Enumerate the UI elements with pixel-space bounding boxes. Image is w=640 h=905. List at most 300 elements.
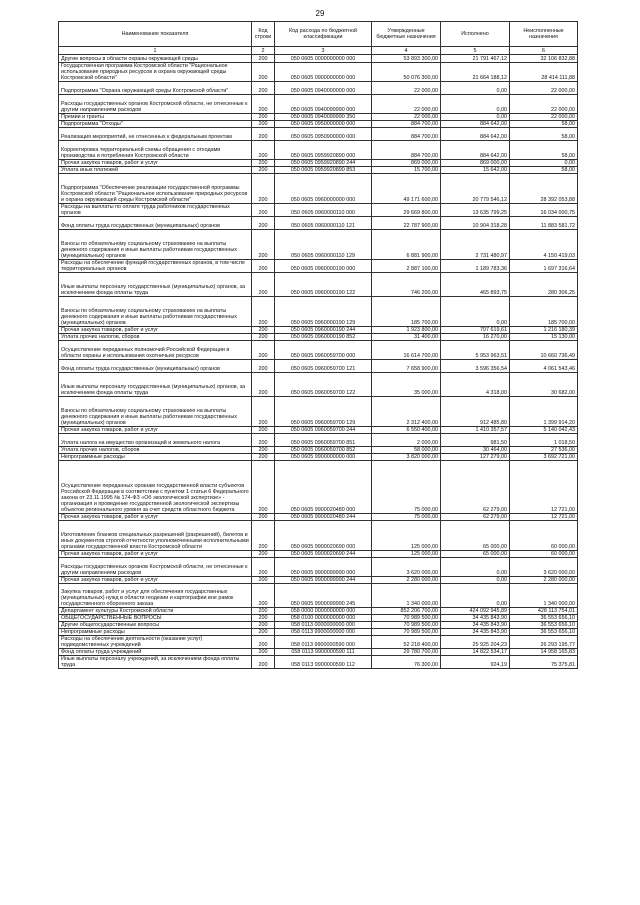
row-remaining: 36 553 656,10: [510, 615, 578, 622]
row-executed: 10 904 318,28: [441, 217, 510, 230]
row-approved: 3 820 000,00: [372, 454, 441, 461]
row-approved: 125 000,00: [372, 551, 441, 558]
table-row: [59, 514, 578, 521]
row-name: Иные выплаты персоналу учреждений, за исключением фонда оплаты труда: [59, 656, 252, 669]
row-name: Иные выплаты персоналу государственных (муниципальных) органов, за исключением фонда оплаты труда: [59, 373, 252, 397]
table-row: [59, 636, 578, 649]
row-remaining: 75 375,81: [510, 656, 578, 669]
row-executed: 0,00: [441, 558, 510, 577]
row-code: 200: [252, 656, 275, 669]
row-name: Фонд оплаты труда государственных (муниципальных) органов: [59, 217, 252, 230]
row-code: 200: [252, 55, 275, 63]
row-remaining: 32 106 832,88: [510, 55, 578, 63]
table-row: [59, 608, 578, 615]
table-row: [59, 82, 578, 95]
row-approved: 884 700,00: [372, 128, 441, 141]
row-name: Расходы на выплаты по оплате труда работников государственных органов: [59, 204, 252, 217]
row-name: Подпрограмма "Охрана окружающей среды Костромской области": [59, 82, 252, 95]
row-remaining: 14 958 165,83: [510, 649, 578, 656]
row-code: 200: [252, 397, 275, 427]
row-approved: 50 076 300,00: [372, 63, 441, 82]
row-classification: 050 0605 0900000000 000: [275, 63, 372, 82]
row-name: Уплата иных платежей: [59, 167, 252, 174]
column-number-row: [59, 47, 578, 55]
row-classification: 050 0605 0960000110 129: [275, 230, 372, 260]
row-classification: 058 0113 9900000000 000: [275, 629, 372, 636]
row-name: Уплата налога на имущество организаций и земельного налога: [59, 434, 252, 447]
row-code: 200: [252, 558, 275, 577]
row-classification: 050 0605 0940099990 350: [275, 114, 372, 121]
row-name: Подпрограмма "Отходы": [59, 121, 252, 128]
table-row: [59, 141, 578, 160]
row-executed: 62 279,00: [441, 514, 510, 521]
row-approved: 6 881 900,00: [372, 230, 441, 260]
row-remaining: 22 000,00: [510, 95, 578, 114]
row-approved: 3 620 000,00: [372, 558, 441, 577]
row-executed: 62 279,00: [441, 461, 510, 514]
row-code: 200: [252, 341, 275, 360]
row-approved: 70 989 500,00: [372, 622, 441, 629]
table-row: [59, 373, 578, 397]
row-classification: 050 0605 9900000000 000: [275, 454, 372, 461]
row-remaining: 4 061 543,46: [510, 360, 578, 373]
row-name: Непрограммные расходы: [59, 454, 252, 461]
row-remaining: 36 553 656,10: [510, 629, 578, 636]
row-classification: 050 0605 0959920890 000: [275, 141, 372, 160]
row-remaining: 1 018,50: [510, 434, 578, 447]
row-classification: 058 0000 0000000000 000: [275, 608, 372, 615]
row-approved: 75 000,00: [372, 514, 441, 521]
row-remaining: 3 692 721,00: [510, 454, 578, 461]
table-row: [59, 121, 578, 128]
row-code: 200: [252, 373, 275, 397]
row-approved: 2 312 400,00: [372, 397, 441, 427]
table-row: [59, 128, 578, 141]
row-name: Департамент культуры Костромской области: [59, 608, 252, 615]
row-name: Взносы по обязательному социальному страхованию на выплаты денежного содержания и иные выплаты работникам государственных (муниципальных) органов: [59, 297, 252, 327]
row-classification: 058 0113 9900000590 000: [275, 636, 372, 649]
row-code: 200: [252, 217, 275, 230]
row-classification: 050 0605 9900020690 000: [275, 521, 372, 551]
table-row: [59, 174, 578, 204]
row-approved: 884 700,00: [372, 141, 441, 160]
row-executed: 0,00: [441, 577, 510, 584]
row-remaining: 3 620 000,00: [510, 558, 578, 577]
row-remaining: 4 150 419,03: [510, 230, 578, 260]
row-code: 200: [252, 447, 275, 454]
row-name: Непрограммные расходы: [59, 629, 252, 636]
row-code: 200: [252, 204, 275, 217]
table-row: [59, 558, 578, 577]
table-row: [59, 360, 578, 373]
row-executed: 5 953 963,51: [441, 341, 510, 360]
row-code: 200: [252, 114, 275, 121]
row-approved: 2 280 000,00: [372, 577, 441, 584]
row-name: Прочая закупка товаров, работ и услуг: [59, 551, 252, 558]
column-number: 6: [510, 47, 578, 55]
row-approved: 22 787 900,00: [372, 217, 441, 230]
row-classification: 050 0605 0960000110 000: [275, 204, 372, 217]
table-row: [59, 273, 578, 297]
row-executed: 1 189 783,36: [441, 260, 510, 273]
row-name: Взносы по обязательному социальному страхованию на выплаты денежного содержания и иные выплаты работникам государственных (муниципальных) органов: [59, 230, 252, 260]
row-classification: 050 0605 0960059700 851: [275, 434, 372, 447]
row-classification: 050 0605 0000000000 000: [275, 55, 372, 63]
row-classification: 050 0605 9900020690 244: [275, 551, 372, 558]
table-body: [59, 55, 578, 669]
page-number: 29: [315, 9, 325, 18]
table-row: [59, 656, 578, 669]
row-executed: 65 000,00: [441, 551, 510, 558]
table-row: [59, 167, 578, 174]
row-approved: 1 340 000,00: [372, 584, 441, 608]
row-executed: 21 664 188,12: [441, 63, 510, 82]
row-name: Прочая закупка товаров, работ и услуг: [59, 427, 252, 434]
table-row: [59, 217, 578, 230]
row-code: 200: [252, 551, 275, 558]
row-executed: 3 596 356,54: [441, 360, 510, 373]
row-code: 200: [252, 427, 275, 434]
row-name: ОБЩЕГОСУДАРСТВЕННЫЕ ВОПРОСЫ: [59, 615, 252, 622]
row-executed: 707 619,61: [441, 327, 510, 334]
row-code: 200: [252, 95, 275, 114]
row-classification: 050 0605 0960000190 129: [275, 297, 372, 327]
row-executed: 2 731 480,97: [441, 230, 510, 260]
row-classification: 050 0605 0959920890 853: [275, 167, 372, 174]
row-classification: 058 0113 0000000000 000: [275, 622, 372, 629]
row-approved: 52 218 400,00: [372, 636, 441, 649]
row-name: Другие вопросы в области охраны окружающей среды: [59, 55, 252, 63]
row-code: 200: [252, 174, 275, 204]
column-number: 4: [372, 47, 441, 55]
row-approved: 15 700,00: [372, 167, 441, 174]
header-remaining: Неисполненные назначения: [510, 22, 578, 47]
row-remaining: 10 660 736,49: [510, 341, 578, 360]
row-code: 200: [252, 167, 275, 174]
row-remaining: 58,00: [510, 141, 578, 160]
row-code: 200: [252, 82, 275, 95]
row-executed: 34 435 843,90: [441, 622, 510, 629]
row-executed: 0,00: [441, 95, 510, 114]
row-classification: 050 0605 0960000110 121: [275, 217, 372, 230]
row-code: 200: [252, 160, 275, 167]
table-row: [59, 260, 578, 273]
row-executed: 34 435 843,90: [441, 615, 510, 622]
row-approved: 852 206 700,00: [372, 608, 441, 615]
row-executed: 924,19: [441, 656, 510, 669]
table-row: [59, 521, 578, 551]
row-code: 200: [252, 584, 275, 608]
row-name: Расходы на обеспечение деятельности (оказание услуг) подведомственных учреждений: [59, 636, 252, 649]
row-remaining: 22 000,00: [510, 114, 578, 121]
row-name: Расходы государственных органов Костромской области, не отнесенные к другим направлениям расходов: [59, 558, 252, 577]
budget-table-wrapper: [58, 21, 577, 669]
row-classification: 050 0605 0960000190 852: [275, 334, 372, 341]
row-approved: 35 000,00: [372, 373, 441, 397]
row-approved: 746 200,00: [372, 273, 441, 297]
row-executed: 912 485,80: [441, 397, 510, 427]
row-approved: 22 000,00: [372, 114, 441, 121]
row-approved: 76 300,00: [372, 656, 441, 669]
row-remaining: 1 697 316,64: [510, 260, 578, 273]
row-approved: 1 923 800,00: [372, 327, 441, 334]
row-approved: 22 000,00: [372, 95, 441, 114]
row-remaining: 58,00: [510, 121, 578, 128]
row-name: Фонд оплаты труда учреждений: [59, 649, 252, 656]
row-name: Уплата прочих налогов, сборов: [59, 447, 252, 454]
row-code: 200: [252, 327, 275, 334]
row-code: 200: [252, 636, 275, 649]
row-remaining: 26 293 195,77: [510, 636, 578, 649]
row-name: Уплата прочих налогов, сборов: [59, 334, 252, 341]
row-name: Прочая закупка товаров, работ и услуг: [59, 577, 252, 584]
row-approved: 75 000,00: [372, 461, 441, 514]
row-code: 200: [252, 360, 275, 373]
header-approved: Утвержденные бюджетные назначения: [372, 22, 441, 47]
header-row-code: Код строки: [252, 22, 275, 47]
row-remaining: 11 883 581,72: [510, 217, 578, 230]
row-executed: 0,00: [441, 584, 510, 608]
row-approved: 2 000,00: [372, 434, 441, 447]
row-name: Фонд оплаты труда государственных (муниципальных) органов: [59, 360, 252, 373]
table-row: [59, 114, 578, 121]
row-classification: 050 0605 0960059700 129: [275, 397, 372, 427]
table-row: [59, 397, 578, 427]
table-row: [59, 454, 578, 461]
table-row: [59, 577, 578, 584]
row-remaining: 1 340 000,00: [510, 584, 578, 608]
row-code: 200: [252, 629, 275, 636]
row-executed: 0,00: [441, 114, 510, 121]
row-approved: 7 658 900,00: [372, 360, 441, 373]
row-code: 200: [252, 63, 275, 82]
row-approved: 869 000,00: [372, 160, 441, 167]
table-row: [59, 615, 578, 622]
row-code: 200: [252, 461, 275, 514]
row-remaining: 30 682,00: [510, 373, 578, 397]
row-approved: 6 550 400,00: [372, 427, 441, 434]
row-name: Осуществление переданных полномочий Российской Федерации в области охраны и использования охотничьих ресурсов: [59, 341, 252, 360]
column-number: 5: [441, 47, 510, 55]
row-name: Взносы по обязательному социальному страхованию на выплаты денежного содержания и иные выплаты работникам государственных (муниципальных) органов: [59, 397, 252, 427]
row-executed: 0,00: [441, 297, 510, 327]
table-row: [59, 55, 578, 63]
row-classification: 050 0605 0960059700 852: [275, 447, 372, 454]
column-number: 2: [252, 47, 275, 55]
row-executed: 424 092 945,89: [441, 608, 510, 615]
row-classification: 050 0605 0960059700 000: [275, 341, 372, 360]
row-executed: 14 822 534,17: [441, 649, 510, 656]
row-approved: 29 669 800,00: [372, 204, 441, 217]
row-remaining: 22 000,00: [510, 82, 578, 95]
row-approved: 884 700,00: [372, 121, 441, 128]
row-classification: 058 0100 0000000000 000: [275, 615, 372, 622]
table-row: [59, 622, 578, 629]
row-executed: 34 435 843,90: [441, 629, 510, 636]
table-row: [59, 63, 578, 82]
row-remaining: 28 414 111,88: [510, 63, 578, 82]
row-executed: 65 000,00: [441, 521, 510, 551]
row-code: 200: [252, 615, 275, 622]
row-approved: 29 780 700,00: [372, 649, 441, 656]
row-classification: 050 0605 9900020480 000: [275, 461, 372, 514]
row-name: Расходы на обеспечение функций государственных органов, в том числе территориальных органов: [59, 260, 252, 273]
row-remaining: 16 034 000,75: [510, 204, 578, 217]
row-code: 200: [252, 577, 275, 584]
row-classification: 050 0605 9900099990 000: [275, 558, 372, 577]
row-executed: 884 642,00: [441, 141, 510, 160]
table-row: [59, 649, 578, 656]
table-row: [59, 434, 578, 447]
row-approved: 70 989 500,00: [372, 615, 441, 622]
column-number: 1: [59, 47, 252, 55]
row-classification: 058 0113 9900000590 112: [275, 656, 372, 669]
row-executed: 1 410 357,57: [441, 427, 510, 434]
row-remaining: 28 392 053,88: [510, 174, 578, 204]
row-executed: 127 279,00: [441, 454, 510, 461]
row-code: 200: [252, 297, 275, 327]
row-executed: 0,00: [441, 82, 510, 95]
row-executed: 884 642,00: [441, 121, 510, 128]
row-code: 200: [252, 121, 275, 128]
row-executed: 981,50: [441, 434, 510, 447]
row-approved: 49 171 600,00: [372, 174, 441, 204]
table-row: [59, 95, 578, 114]
row-classification: 050 0605 0940099990 000: [275, 95, 372, 114]
row-name: Подпрограмма "Обеспечение реализации государственной программы Костромской области "Рациональное использование природных ресурсов и охрана окружающей среды Костромской области": [59, 174, 252, 204]
row-classification: 058 0113 9900000590 111: [275, 649, 372, 656]
table-row: [59, 297, 578, 327]
row-approved: 31 400,00: [372, 334, 441, 341]
row-remaining: 15 130,00: [510, 334, 578, 341]
row-remaining: 36 553 656,10: [510, 622, 578, 629]
table-row: [59, 230, 578, 260]
header-executed: Исполнено: [441, 22, 510, 47]
row-remaining: 60 000,00: [510, 551, 578, 558]
table-row: [59, 327, 578, 334]
row-classification: 050 0605 9900099990 244: [275, 577, 372, 584]
row-code: 200: [252, 608, 275, 615]
table-row: [59, 204, 578, 217]
row-approved: 22 000,00: [372, 82, 441, 95]
row-code: 200: [252, 514, 275, 521]
row-classification: 050 0605 0959920890 244: [275, 160, 372, 167]
row-executed: 25 925 204,23: [441, 636, 510, 649]
row-remaining: 12 721,00: [510, 514, 578, 521]
row-approved: 16 614 700,00: [372, 341, 441, 360]
row-name: Другие общегосударственные вопросы: [59, 622, 252, 629]
row-name: Изготовление бланков специальных разрешений (разрешений), билетов и иных документов строгой отчетности уполномоченными исполнительными органами государственной власти Костромской области: [59, 521, 252, 551]
row-classification: 050 0605 0940000000 000: [275, 82, 372, 95]
row-code: 200: [252, 230, 275, 260]
row-classification: 050 0605 0960059700 121: [275, 360, 372, 373]
table-row: [59, 341, 578, 360]
row-executed: 869 000,00: [441, 160, 510, 167]
header-indicator-name: Наименование показателя: [59, 22, 252, 47]
table-row: [59, 629, 578, 636]
row-remaining: 2 280 000,00: [510, 577, 578, 584]
row-classification: 050 0605 0950000000 000: [275, 121, 372, 128]
row-remaining: 27 536,00: [510, 447, 578, 454]
table-row: [59, 551, 578, 558]
row-remaining: 185 700,00: [510, 297, 578, 327]
row-code: 200: [252, 334, 275, 341]
row-approved: 125 000,00: [372, 521, 441, 551]
budget-execution-table: [58, 21, 578, 669]
row-remaining: 280 306,25: [510, 273, 578, 297]
row-executed: 4 318,00: [441, 373, 510, 397]
row-executed: 13 635 799,25: [441, 204, 510, 217]
row-name: Прочая закупка товаров, работ и услуг: [59, 514, 252, 521]
table-row: [59, 427, 578, 434]
row-classification: 050 0605 0960000000 000: [275, 174, 372, 204]
table-header-row: [59, 22, 578, 47]
table-row: [59, 334, 578, 341]
row-executed: 20 779 546,12: [441, 174, 510, 204]
row-remaining: 12 721,00: [510, 461, 578, 514]
table-row: [59, 447, 578, 454]
row-executed: 884 642,00: [441, 128, 510, 141]
row-code: 200: [252, 128, 275, 141]
row-classification: 050 0605 9900099990 245: [275, 584, 372, 608]
row-remaining: 58,00: [510, 167, 578, 174]
row-approved: 53 893 300,00: [372, 55, 441, 63]
table-row: [59, 584, 578, 608]
row-approved: 58 000,00: [372, 447, 441, 454]
row-name: Прочая закупка товаров, работ и услуг: [59, 327, 252, 334]
row-classification: 050 0605 0960000190 122: [275, 273, 372, 297]
row-code: 200: [252, 141, 275, 160]
row-name: Иные выплаты персоналу государственных (муниципальных) органов, за исключением фонда оплаты труда: [59, 273, 252, 297]
row-code: 200: [252, 649, 275, 656]
row-name: Премии и гранты: [59, 114, 252, 121]
row-executed: 30 464,00: [441, 447, 510, 454]
row-name: Закупка товаров, работ и услуг для обеспечения государственных (муниципальных) нужд в области геодезии и картографии вне рамок государственного оборонного заказа: [59, 584, 252, 608]
row-code: 200: [252, 434, 275, 447]
row-classification: 050 0605 9900020480 244: [275, 514, 372, 521]
row-name: Корректировка территориальной схемы обращения с отходами производства и потребления Костромской области: [59, 141, 252, 160]
row-remaining: 60 000,00: [510, 521, 578, 551]
row-remaining: 1 216 180,39: [510, 327, 578, 334]
row-executed: 21 791 467,12: [441, 55, 510, 63]
row-name: Прочая закупка товаров, работ и услуг: [59, 160, 252, 167]
row-executed: 465 893,75: [441, 273, 510, 297]
row-remaining: 1 399 914,20: [510, 397, 578, 427]
header-budget-classification: Код расхода по бюджетной классификации: [275, 22, 372, 47]
row-classification: 050 0605 0960000190 000: [275, 260, 372, 273]
row-classification: 050 0605 0960000190 244: [275, 327, 372, 334]
row-name: Реализация мероприятий, не отнесенных к федеральным проектам: [59, 128, 252, 141]
row-approved: 2 887 100,00: [372, 260, 441, 273]
row-approved: 185 700,00: [372, 297, 441, 327]
row-classification: 050 0605 0960059700 122: [275, 373, 372, 397]
row-name: Осуществление переданных органам государственной власти субъектов Российской Федерации в соответствии с пунктом 1 статьи 6 Федерального закона от 23.11.1995 № 174-ФЗ «Об экологической экспертизе» - организация и проведение государственной экологической экспертизы объектов регионального уровня за счет средств областного бюджета: [59, 461, 252, 514]
row-remaining: 5 140 042,43: [510, 427, 578, 434]
row-code: 200: [252, 273, 275, 297]
row-remaining: 0,00: [510, 160, 578, 167]
row-code: 200: [252, 260, 275, 273]
row-classification: 050 0605 0960059700 244: [275, 427, 372, 434]
row-classification: 050 0605 0950900000 000: [275, 128, 372, 141]
row-name: Государственная программа Костромской области "Рациональное использование природных ресурсов и охрана окружающей среды Костромской области": [59, 63, 252, 82]
row-remaining: 428 113 754,01: [510, 608, 578, 615]
row-name: Расходы государственных органов Костромской области, не отнесенные к другим направлениям расходов: [59, 95, 252, 114]
row-code: 200: [252, 521, 275, 551]
row-code: 200: [252, 454, 275, 461]
row-executed: 15 642,00: [441, 167, 510, 174]
column-number: 3: [275, 47, 372, 55]
table-row: [59, 160, 578, 167]
